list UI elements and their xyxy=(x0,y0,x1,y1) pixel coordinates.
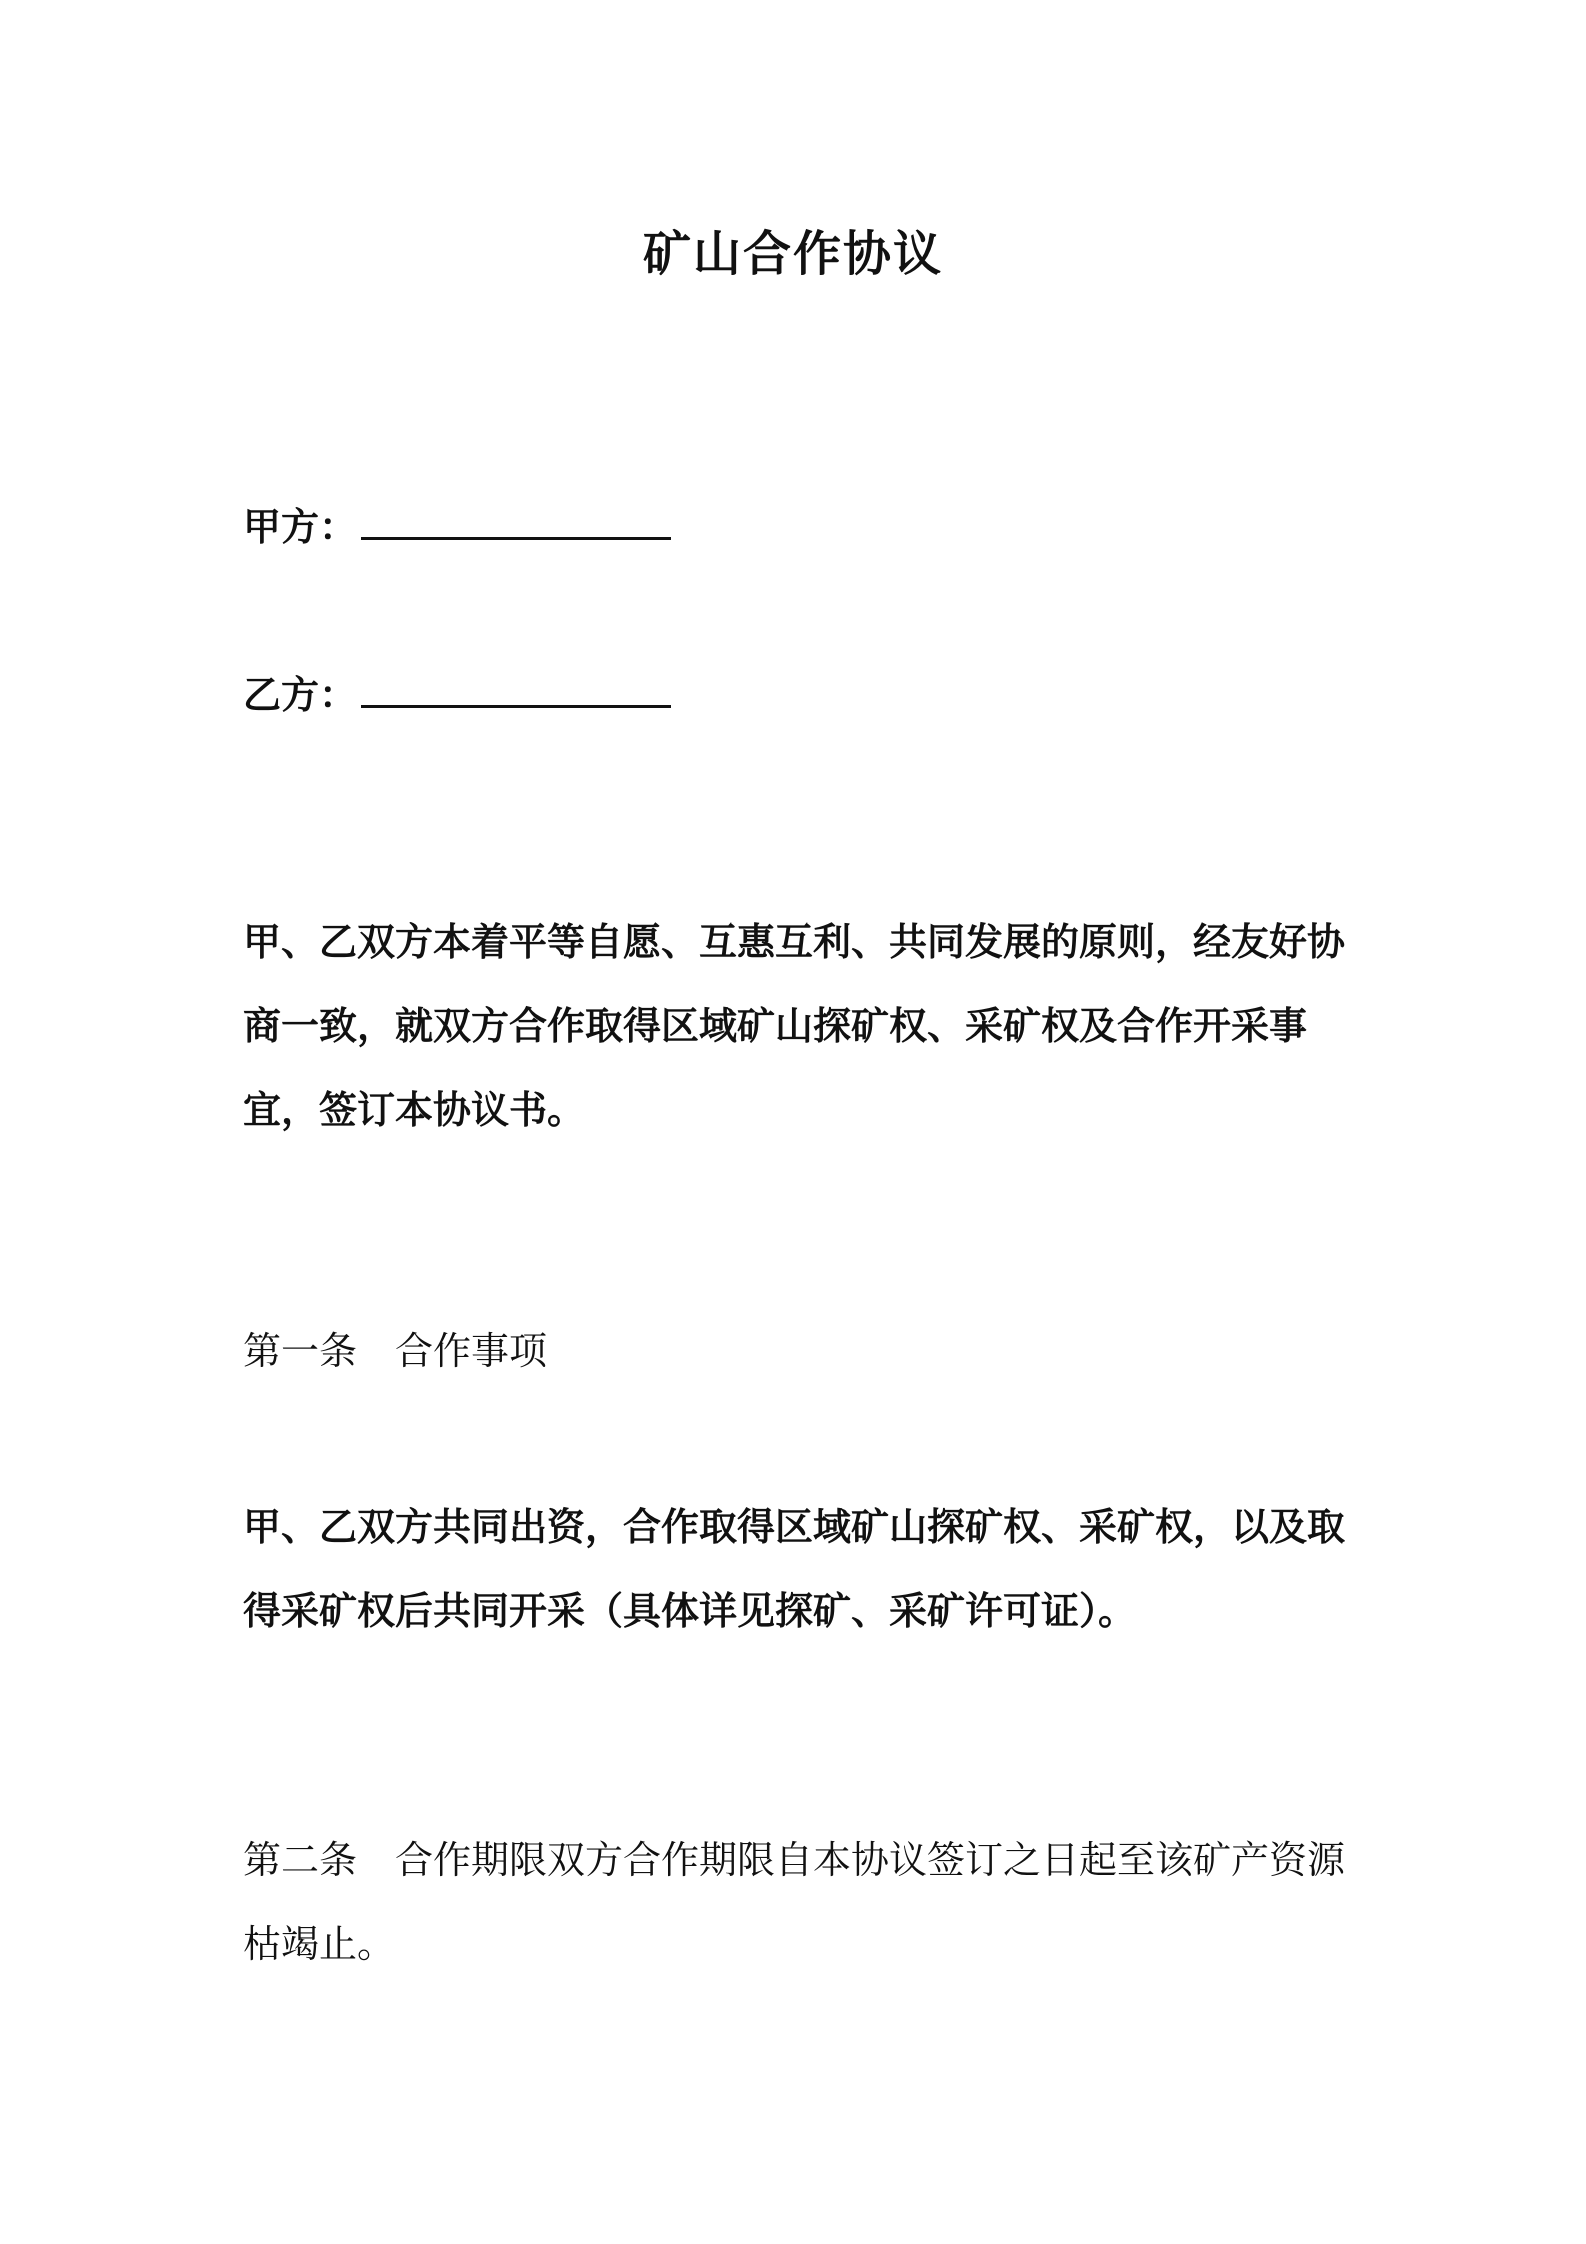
party-b-line xyxy=(243,664,671,719)
party-b-blank xyxy=(361,699,671,708)
party-a-blank xyxy=(361,531,671,540)
article-one-body: 甲、乙双方共同出资，合作取得区域矿山探矿权、采矿权，以及取得采矿权后共同开采（具体详见探矿、采矿许可证）。 xyxy=(243,1505,1346,1633)
article-one-heading: 第一条 合作事项 xyxy=(243,1329,548,1373)
article-two-paragraph: 第二条 合作期限双方合作期限自本协议签订之日起至该矿产资源枯竭止。 xyxy=(243,1838,1346,1966)
intro-paragraph: 甲、乙双方本着平等自愿、互惠互利、共同发展的原则，经友好协商一致，就双方合作取得区域矿山探矿权、采矿权及合作开采事宜，签订本协议书。 xyxy=(243,920,1346,1132)
party-b-label: 乙方： xyxy=(243,673,358,717)
party-a-label: 甲方： xyxy=(243,505,358,549)
party-a-line xyxy=(243,496,671,551)
document-title: 矿山合作协议 xyxy=(642,226,943,282)
